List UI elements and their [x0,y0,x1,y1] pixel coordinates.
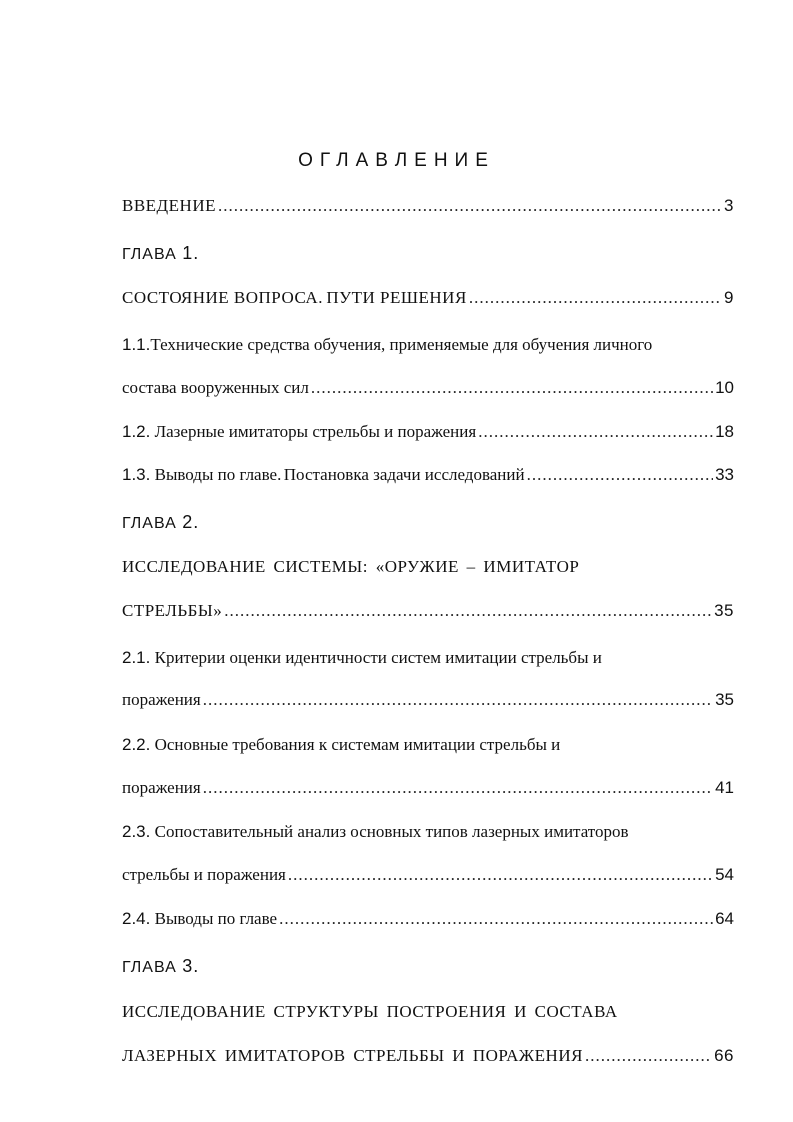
toc-page-number: 9 [724,288,734,307]
toc-page-number: 41 [715,778,734,797]
chapter-number: 1. [182,243,200,263]
toc-page-number: 64 [715,909,734,928]
toc-entry-2-1-line2[interactable] [122,690,734,710]
section-title: Сопоставительный анализ основных типов лазерных имитаторов [154,822,629,841]
section-title: Технические средства обучения, применяемые для обучения личного [150,335,653,354]
section-title-continued: поражения [122,690,201,709]
chapter-2-title-continued: СТРЕЛЬБЫ» [122,601,223,620]
toc-entry-2-2-line1[interactable] [122,735,560,755]
section-title: Выводы по главе [154,909,278,928]
chapter-3-title-continued: ЛАЗЕРНЫХ ИМИТАТОРОВ СТРЕЛЬБЫ И ПОРАЖЕНИЯ [122,1046,583,1065]
section-number: 2.1. [122,648,151,667]
toc-page-number: 33 [715,465,734,484]
section-number: 1.3. [122,465,151,484]
toc-page-number: 54 [715,865,734,884]
dot-leader [218,196,722,216]
toc-entry-chapter-2-line1[interactable] [122,557,579,577]
section-title-continued: состава вооруженных сил [122,378,309,397]
dot-leader [203,690,713,710]
dot-leader [203,778,713,798]
toc-entry-2-3-line1[interactable] [122,822,629,842]
chapter-2-title: ИССЛЕДОВАНИЕ СИСТЕМЫ: «ОРУЖИЕ – ИМИТАТОР [122,557,580,576]
toc-page-number: 10 [715,378,734,397]
section-title: Критерии оценки идентичности систем имитации стрельбы и [154,648,602,667]
toc-entry-2-1-line1[interactable] [122,648,602,668]
chapter-number: 3. [182,956,200,976]
page-title: ОГЛАВЛЕНИЕ [298,150,495,171]
chapter-number: 2. [182,512,200,532]
toc-entry-2-3-line2[interactable] [122,865,734,885]
toc-page-number: 35 [714,601,734,620]
section-title-continued: поражения [122,778,201,797]
toc-entry-2-2-line2[interactable] [122,778,734,798]
toc-entry-chapter-3-line2[interactable] [122,1046,734,1066]
chapter-2-heading [122,512,199,533]
chapter-1-title-part-a: СОСТОЯНИЕ ВОПРОСА. [122,288,323,307]
section-number: 1.2. [122,422,151,441]
dot-leader [585,1046,712,1066]
chapter-1-heading [122,243,199,264]
section-number: 2.2. [122,735,151,754]
chapter-label: ГЛАВА [122,515,177,532]
toc-entry-intro[interactable] [122,196,734,216]
section-title: Лазерные имитаторы стрельбы и поражения [154,422,477,441]
toc-entry-1-1-line2[interactable] [122,378,734,398]
toc-page-number: 3 [724,196,734,215]
toc-page-number: 18 [715,422,734,441]
toc-entry-chapter-1[interactable] [122,288,734,308]
section-number: 2.4. [122,909,151,928]
chapter-3-heading [122,956,199,977]
dot-leader [224,601,712,621]
dot-leader [478,422,713,442]
toc-entry-1-2[interactable] [122,422,734,442]
chapter-3-title: ИССЛЕДОВАНИЕ СТРУКТУРЫ ПОСТРОЕНИЯ И СОСТАВА [122,1002,618,1021]
chapter-1-title-part-b: ПУТИ РЕШЕНИЯ [326,288,467,307]
chapter-label: ГЛАВА [122,959,177,976]
dot-leader [527,465,713,485]
toc-entry-1-1-line1[interactable] [122,335,652,355]
toc-page-number: 66 [714,1046,734,1065]
section-number: 2.3. [122,822,151,841]
toc-entry-1-3[interactable] [122,465,734,485]
toc-page-number: 35 [715,690,734,709]
section-title-part-b: Постановка задачи исследований [283,465,525,484]
dot-leader [311,378,713,398]
toc-entry-label: ВВЕДЕНИЕ [122,196,216,215]
chapter-label: ГЛАВА [122,246,177,263]
dot-leader [288,865,713,885]
section-title-part-a: Выводы по главе. [154,465,282,484]
dot-leader [279,909,713,929]
section-title-continued: стрельбы и поражения [122,865,286,884]
toc-entry-chapter-3-line1[interactable] [122,1002,618,1022]
section-title: Основные требования к системам имитации стрельбы и [154,735,561,754]
dot-leader [469,288,722,308]
toc-entry-2-4[interactable] [122,909,734,929]
toc-entry-chapter-2-line2[interactable] [122,601,734,621]
section-number: 1.1. [122,335,151,354]
